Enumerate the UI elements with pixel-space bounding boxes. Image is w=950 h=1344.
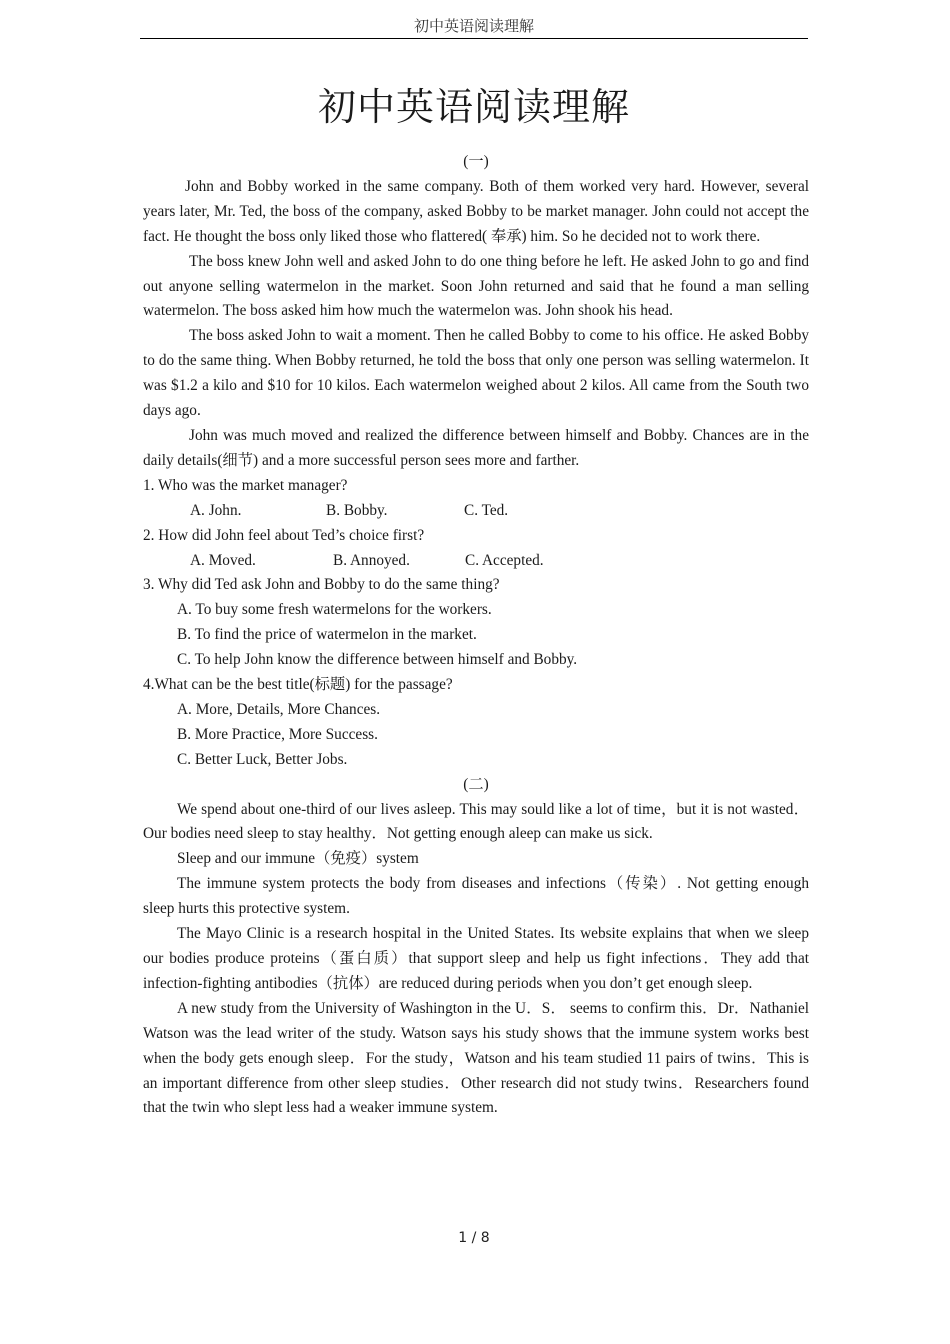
passage-2-paragraph-3: A new study from the University of Washington in the U．S． seems to confirm this．Dr．Nathaniel Watson was the lead writer of the study. Watson says his study shows that the immune system works best when the body gets enough sleep．For the study，Watson and his team studied 11 pairs of twins．This is an important difference from other sleep studies．Other research did not study twins．Researchers found that the twin who slept less had a weaker immune system.: [143, 999, 809, 1117]
question-1-option-a: A. John.: [190, 501, 242, 519]
question-2-option-b: B. Annoyed.: [333, 551, 410, 569]
question-3-option-b: B. To find the price of watermelon in the market.: [177, 626, 477, 644]
question-4: 4.What can be the best title(标题) for the passage?: [143, 676, 453, 694]
question-2-option-c: C. Accepted.: [465, 551, 544, 569]
question-4-option-b: B. More Practice, More Success.: [177, 725, 378, 743]
question-2-option-a: A. Moved.: [190, 551, 256, 569]
document-body: [143, 150, 809, 1121]
running-header: 初中英语阅读理解: [413, 19, 534, 35]
header-rule: [140, 38, 808, 39]
question-4-option-a: A. More, Details, More Chances.: [177, 700, 381, 718]
passage-2-intro: We spend about one-third of our lives asleep. This may sould like a lot of time，but it is not wasted．Our bodies need sleep to stay healthy．Not getting enough aleep can make us sick.: [143, 800, 809, 843]
question-3-option-c: C. To help John know the difference between himself and Bobby.: [177, 651, 578, 669]
passage-1-paragraph-3: The boss asked John to wait a moment. Then he called Bobby to come to his office. He asked Bobby to do the same thing. When Bobby returned, he told the boss that only one person was selling watermelon. It was $1.2 a kilo and $10 for 10 kilos. Each watermelon weighed about 2 kilos. All came from the South two days ago.: [143, 327, 809, 420]
question-3-option-a: A. To buy some fresh watermelons for the workers.: [177, 601, 492, 619]
document-title: 初中英语阅读理解: [317, 87, 630, 129]
passage-1-paragraph-2: The boss knew John well and asked John to do one thing before he left. He asked John to go and find out anyone selling watermelon in the market. Soon John returned and said that he found a man selling watermelon. The boss asked him how much the watermelon was. John shook his head.: [143, 252, 809, 320]
passage-1-paragraph-1: John and Bobby worked in the same company. Both of them worked very hard. However, several years later, Mr. Ted, the boss of the company, asked Bobby to be market manager. John could not accept the fact. He thought the boss only liked those who flattered( 奉承) him. So he decided not to work there.: [143, 177, 809, 245]
question-1-options: [143, 499, 809, 524]
question-2: 2. How did John feel about Ted’s choice first?: [143, 526, 425, 544]
section-2-heading: (二): [463, 775, 489, 793]
passage-2-paragraph-2: The Mayo Clinic is a research hospital in the United States. Its website explains that when we sleep our bodies produce proteins（蛋白质）that support sleep and help us fight infections．They add that infection-fighting antibodies（抗体）are reduced during periods when you don’t get enough sleep.: [143, 925, 809, 992]
passage-2-subheading: Sleep and our immune（免疫）system: [177, 850, 419, 868]
question-4-option-c: C. Better Luck, Better Jobs.: [177, 750, 348, 768]
passage-1-paragraph-4: John was much moved and realized the difference between himself and Bobby. Chances are in the daily details(细节) and a more successful person sees more and farther.: [143, 426, 809, 469]
section-1-heading: (一): [463, 153, 489, 170]
question-1-option-b: B. Bobby.: [326, 501, 388, 519]
question-2-options: [143, 549, 809, 574]
passage-2-paragraph-1: The immune system protects the body from diseases and infections（传染）. Not getting enough sleep hurts this protective system.: [143, 875, 809, 918]
question-1-option-c: C. Ted.: [464, 501, 509, 519]
question-3: 3. Why did Ted ask John and Bobby to do the same thing?: [143, 576, 500, 594]
page-number: 1 / 8: [458, 1230, 490, 1246]
question-1: 1. Who was the market manager?: [143, 476, 348, 494]
